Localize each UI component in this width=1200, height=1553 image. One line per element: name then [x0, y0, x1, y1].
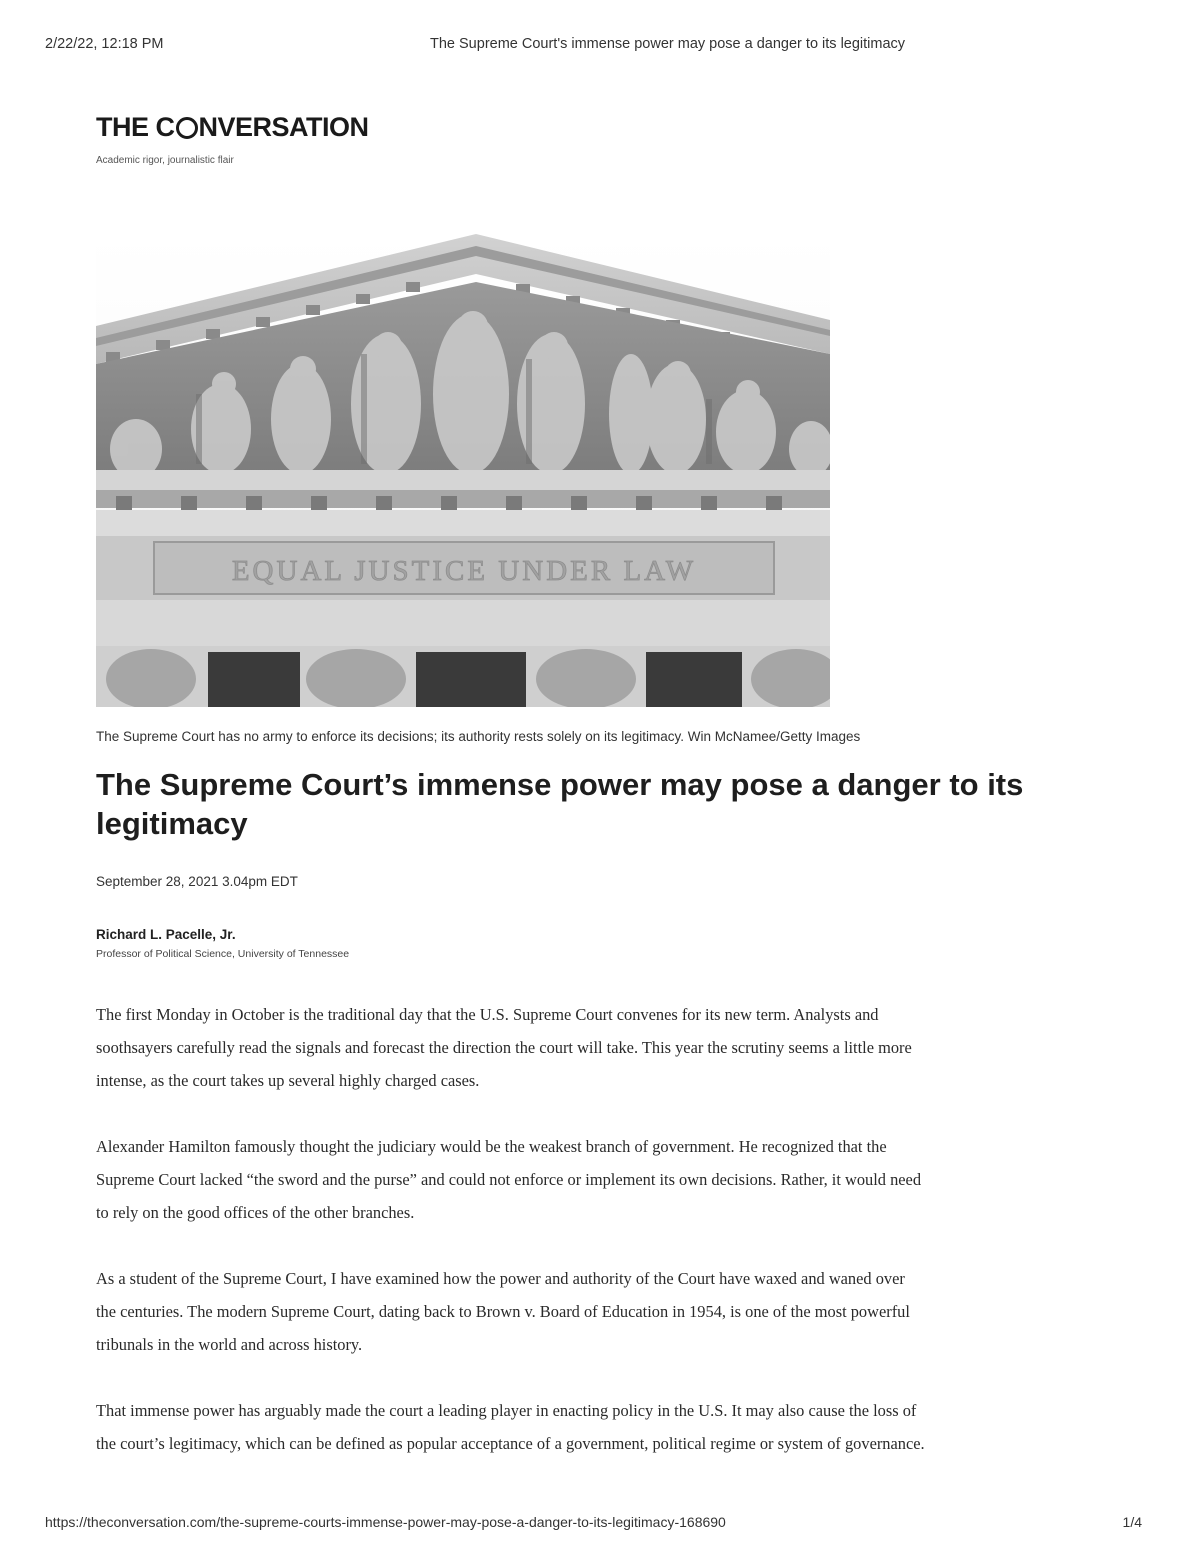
print-url: https://theconversation.com/the-supreme-courts-immense-power-may-pose-a-danger-to-its-legitimacy-168690 — [45, 1514, 726, 1530]
page-number: 1/4 — [1122, 1514, 1142, 1530]
print-date: 2/22/22, 12:18 PM — [45, 36, 164, 52]
logo-text-end: NVERSATION — [198, 112, 369, 142]
body-paragraph: Alexander Hamilton famously thought the judiciary would be the weakest branch of government. He recognized that the Supreme Court lacked “the sword and the purse” and could not enforce or implement its own decisions. Rather, it would need to rely on the good offices of the other branches. — [96, 1137, 922, 1222]
article-body — [96, 998, 926, 1493]
site-logo[interactable] — [96, 110, 369, 144]
publish-date: September 28, 2021 3.04pm EDT — [96, 874, 298, 889]
body-paragraph: That immense power has arguably made the court a leading player in enacting policy in the U.S. It may also cause the loss of the court’s legitimacy, which can be defined as popular acceptance of a government, political regime or system of governance. — [96, 1401, 925, 1453]
image-caption: The Supreme Court has no army to enforce its decisions; its authority rests solely on its legitimacy. Win McNamee/Getty Images — [96, 729, 861, 744]
masthead — [96, 110, 369, 166]
body-paragraph: The first Monday in October is the traditional day that the U.S. Supreme Court convenes for its new term. Analysts and soothsayers carefully read the signals and forecast the direction the court will take. This year the scrutiny seems a little more intense, as the court takes up several highly charged cases. — [96, 1005, 912, 1090]
author-role: Professor of Political Science, University of Tennessee — [96, 948, 350, 960]
article-headline: The Supreme Court’s immense power may pose a danger to its legitimacy — [96, 767, 1024, 841]
author-name[interactable]: Richard L. Pacelle, Jr. — [96, 927, 236, 942]
print-page-title: The Supreme Court's immense power may pose a danger to its legitimacy — [430, 36, 906, 52]
print-header — [45, 36, 1155, 56]
hero-image — [96, 234, 830, 707]
site-tagline: Academic rigor, journalistic flair — [96, 155, 234, 166]
logo-o-icon — [176, 117, 198, 139]
logo-text-start: THE C — [96, 112, 175, 142]
body-paragraph: As a student of the Supreme Court, I have examined how the power and authority of the Court have waxed and waned over the centuries. The modern Supreme Court, dating back to Brown v. Board of Education in 1954, is one of the most powerful tribunals in the world and across history. — [96, 1269, 910, 1354]
frieze-inscription: EQUAL JUSTICE UNDER LAW — [231, 555, 697, 587]
author-block — [96, 927, 349, 960]
